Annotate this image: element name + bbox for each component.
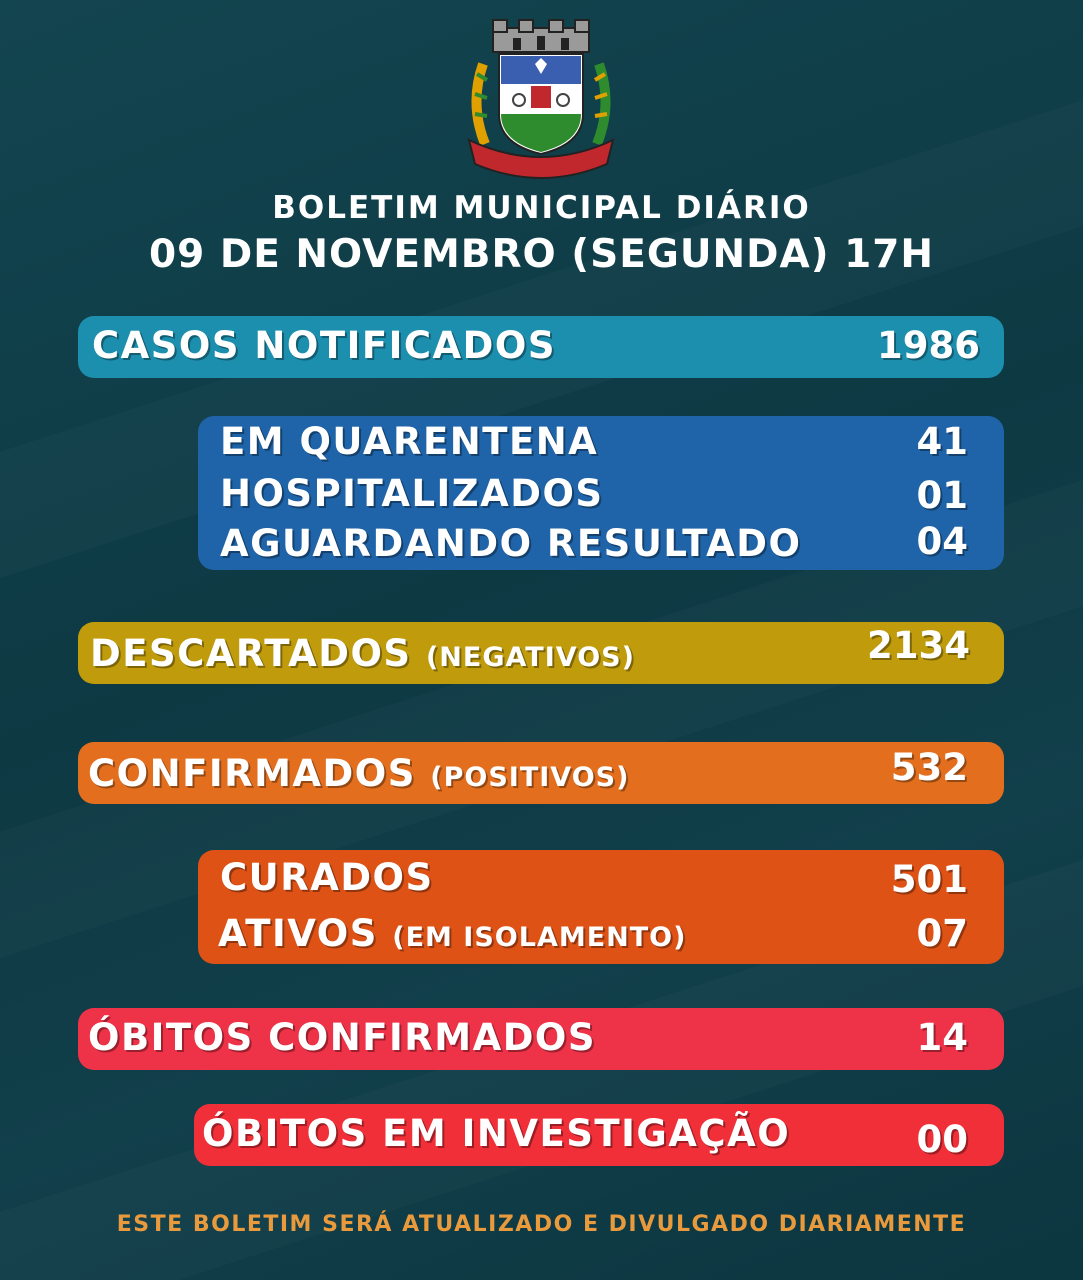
discarded-note: (NEGATIVOS) (425, 642, 635, 673)
confirmed-label-text: CONFIRMADOS (88, 752, 416, 795)
confirmed-deaths-bar (78, 1008, 1004, 1070)
quarantine-label: EM QUARENTENA (220, 420, 599, 463)
discarded-label-text: DESCARTADOS (90, 632, 412, 675)
notified-cases-bar (78, 316, 1004, 378)
recovered-value: 501 (890, 858, 968, 901)
confirmed-breakdown-panel (198, 850, 1004, 964)
active-value: 07 (916, 912, 968, 955)
monte-carmelo-coat-of-arms-icon (463, 14, 619, 182)
hospitalized-label: HOSPITALIZADOS (220, 472, 604, 515)
confirmed-bar (78, 742, 1004, 804)
deaths-under-investigation-label: ÓBITOS EM INVESTIGAÇÃO (202, 1112, 791, 1155)
bulletin-date: 09 DE NOVEMBRO (SEGUNDA) 17H (148, 232, 935, 277)
quarantine-value: 41 (916, 420, 968, 463)
discarded-label (90, 632, 635, 675)
active-label-text: ATIVOS (218, 912, 378, 955)
active-note: (EM ISOLAMENTO) (392, 922, 687, 953)
confirmed-label (88, 752, 629, 795)
recovered-label: CURADOS (220, 856, 434, 899)
confirmed-note: (POSITIVOS) (430, 762, 630, 793)
deaths-under-investigation-value: 00 (916, 1118, 968, 1161)
notified-cases-value: 1986 (877, 324, 980, 367)
confirmed-deaths-value: 14 (916, 1016, 968, 1059)
discarded-value: 2134 (867, 624, 970, 667)
hospitalized-value: 01 (916, 474, 968, 517)
discarded-bar (78, 622, 1004, 684)
footer-note: ESTE BOLETIM SERÁ ATUALIZADO E DIVULGADO DIARIAMENTE (116, 1212, 967, 1237)
active-label (218, 912, 686, 955)
notified-cases-label: CASOS NOTIFICADOS (92, 324, 556, 367)
awaiting-result-value: 04 (916, 520, 968, 563)
awaiting-result-label: AGUARDANDO RESULTADO (220, 522, 802, 565)
confirmed-value: 532 (890, 746, 968, 789)
confirmed-deaths-label: ÓBITOS CONFIRMADOS (88, 1016, 597, 1059)
bulletin-title: BOLETIM MUNICIPAL DIÁRIO (272, 190, 811, 226)
notified-breakdown-panel (198, 416, 1004, 570)
deaths-under-investigation-bar (194, 1104, 1004, 1166)
